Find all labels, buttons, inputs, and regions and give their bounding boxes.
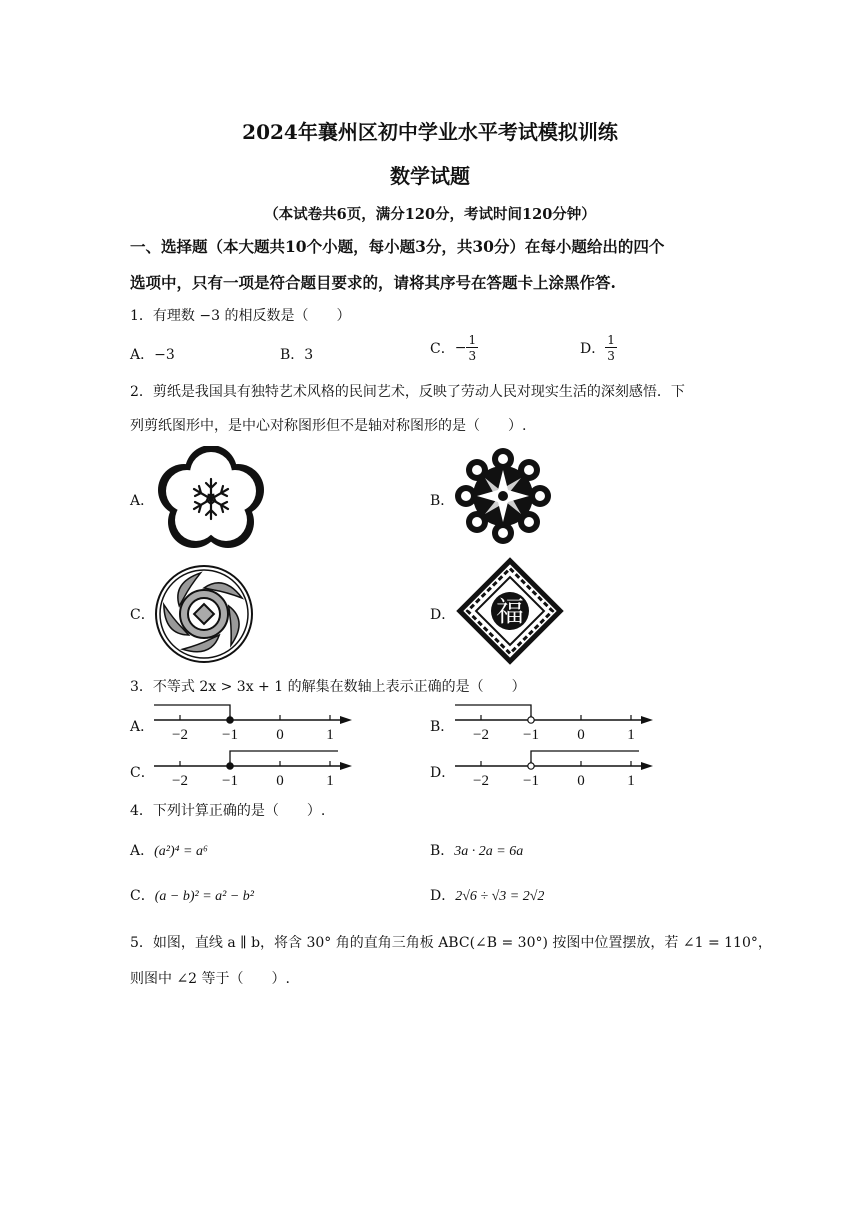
q3-option-c-number-line-tick-label: −1 [222, 773, 238, 789]
q3-option-b-number-line-tick-label: −2 [473, 727, 489, 743]
q4-option-a-label: A． [130, 843, 155, 859]
exam-note: （本试卷共6页，满分120分，考试时间120分钟） [264, 206, 596, 223]
q3-option-b-number-line-tick-label: 0 [577, 727, 585, 743]
q3-option-d-label: D． [430, 765, 456, 781]
q1-option-d [580, 334, 617, 362]
q2-option-a-label: A． [130, 493, 155, 509]
q3-option-b-label: B． [430, 719, 455, 735]
q3-option-a-number-line [152, 700, 357, 744]
q1-option-d-numerator: 1 [607, 333, 615, 347]
q4-option-c-label: C． [130, 888, 155, 904]
q3-option-c-number-line-tick-label: −2 [172, 773, 188, 789]
q3-option-c-number-line-tick-label: 0 [276, 773, 284, 789]
question-2-line2: 列剪纸图形中，是中心对称图形但不是轴对称图形的是（ ）. [130, 418, 527, 434]
q1-option-c [430, 334, 478, 362]
q3-option-c-number-line-solution-bracket [230, 751, 338, 766]
q3-option-d-number-line-open-point [528, 763, 534, 769]
coin-pinwheel-icon [153, 563, 255, 665]
q3-option-b-number-line-arrow [641, 716, 653, 724]
q3-option-c-number-line [152, 746, 357, 790]
q4-option-a [130, 840, 208, 860]
q2-option-b-label: B． [430, 493, 455, 509]
q1-option-d-denominator: 3 [607, 349, 615, 363]
section-heading-line1: 一、选择题（本大题共10个小题，每小题3分，共30分）在每小题给出的四个 [130, 237, 665, 256]
q1-option-c-sign: − [454, 340, 467, 356]
q3-option-b-number-line-open-point [528, 717, 534, 723]
q1-option-a-label: A． [130, 347, 155, 363]
q3-option-c-number-line-arrow [340, 762, 352, 770]
q1-option-d-fraction [605, 334, 617, 362]
q3-option-a-number-line-tick-label: 0 [276, 727, 284, 743]
q3-option-a-number-line-tick-label: −2 [172, 727, 188, 743]
q2-option-d-label: D． [430, 607, 456, 623]
q3-option-c-label: C． [130, 765, 155, 781]
q3-option-c-number-line-closed-point [227, 763, 233, 769]
q3-option-d-number-line-tick-label: −2 [473, 773, 489, 789]
fu-diamond-icon [454, 555, 566, 667]
q4-option-b-label: B． [430, 843, 455, 859]
question-5-line2: 则图中 ∠2 等于（ ）. [130, 971, 290, 987]
question-3-stem: 3．不等式 2x > 3x + 1 的解集在数轴上表示正确的是（ ） [130, 679, 526, 695]
q3-option-b-number-line [453, 700, 658, 744]
fu-character: 福 [495, 595, 525, 628]
q1-option-c-denominator: 3 [468, 349, 477, 363]
q3-option-d-number-line-tick-label: 1 [627, 773, 635, 789]
exam-title: 2024年襄州区初中学业水平考试模拟训练 [242, 120, 618, 144]
question-4-stem: 4．下列计算正确的是（ ）. [130, 803, 326, 819]
plum-blossom-snowflake-icon [153, 446, 269, 552]
q4-option-d-label: D． [430, 888, 456, 904]
q3-option-a-number-line-arrow [340, 716, 352, 724]
section-heading-line2: 选项中，只有一项是符合题目要求的，请将其序号在答题卡上涂黑作答. [130, 273, 616, 292]
q2-option-c-label: C． [130, 607, 155, 623]
q3-option-b-number-line-tick-label: 1 [627, 727, 635, 743]
q1-option-b [280, 344, 313, 364]
q3-option-d-number-line-arrow [641, 762, 653, 770]
q3-option-a-number-line-solution-bracket [154, 705, 230, 720]
q4-option-b [430, 840, 523, 860]
q4-option-b-expr: 3a · 2a = 6a [454, 844, 524, 859]
q4-option-d-expr: 2√6 ÷ √3 = 2√2 [455, 889, 545, 904]
q4-option-c-expr: (a − b)² = a² − b² [154, 889, 254, 904]
q3-option-d-number-line-tick-label: 0 [577, 773, 585, 789]
q1-option-a-value: −3 [154, 347, 175, 363]
q4-option-d [430, 885, 544, 905]
q1-option-c-fraction [466, 334, 478, 362]
exam-subtitle: 数学试题 [390, 164, 470, 188]
q3-option-b-number-line-solution-bracket [455, 705, 531, 720]
q1-option-c-label: C． [430, 341, 455, 357]
q1-option-d-label: D． [580, 341, 606, 357]
q1-option-b-label: B． [280, 347, 305, 363]
q3-option-a-label: A． [130, 719, 155, 735]
question-2-line1: 2．剪纸是我国具有独特艺术风格的民间艺术，反映了劳动人民对现实生活的深刻感悟．下 [130, 384, 685, 400]
q1-option-b-value: 3 [304, 347, 314, 363]
question-5-line1: 5．如图，直线 a ∥ b，将含 30° 角的直角三角板 ABC(∠B = 30°) 按图中位置摆放，若 ∠1 = 110°， [130, 935, 772, 951]
q3-option-d-number-line [453, 746, 658, 790]
q1-option-c-numerator: 1 [468, 333, 477, 347]
q3-option-c-number-line-tick-label: 1 [326, 773, 334, 789]
q3-option-a-number-line-tick-label: 1 [326, 727, 334, 743]
q3-option-d-number-line-tick-label: −1 [523, 773, 539, 789]
q3-option-d-number-line-solution-bracket [531, 751, 639, 766]
q4-option-c [130, 885, 254, 905]
mandala-flower-icon [453, 446, 553, 546]
q1-option-a [130, 344, 175, 364]
q4-option-a-expr: (a²)⁴ = a⁶ [154, 844, 208, 859]
q3-option-b-number-line-tick-label: −1 [523, 727, 539, 743]
question-1-stem: 1．有理数 −3 的相反数是（ ） [130, 308, 351, 324]
q3-option-a-number-line-tick-label: −1 [222, 727, 238, 743]
q3-option-a-number-line-closed-point [227, 717, 233, 723]
